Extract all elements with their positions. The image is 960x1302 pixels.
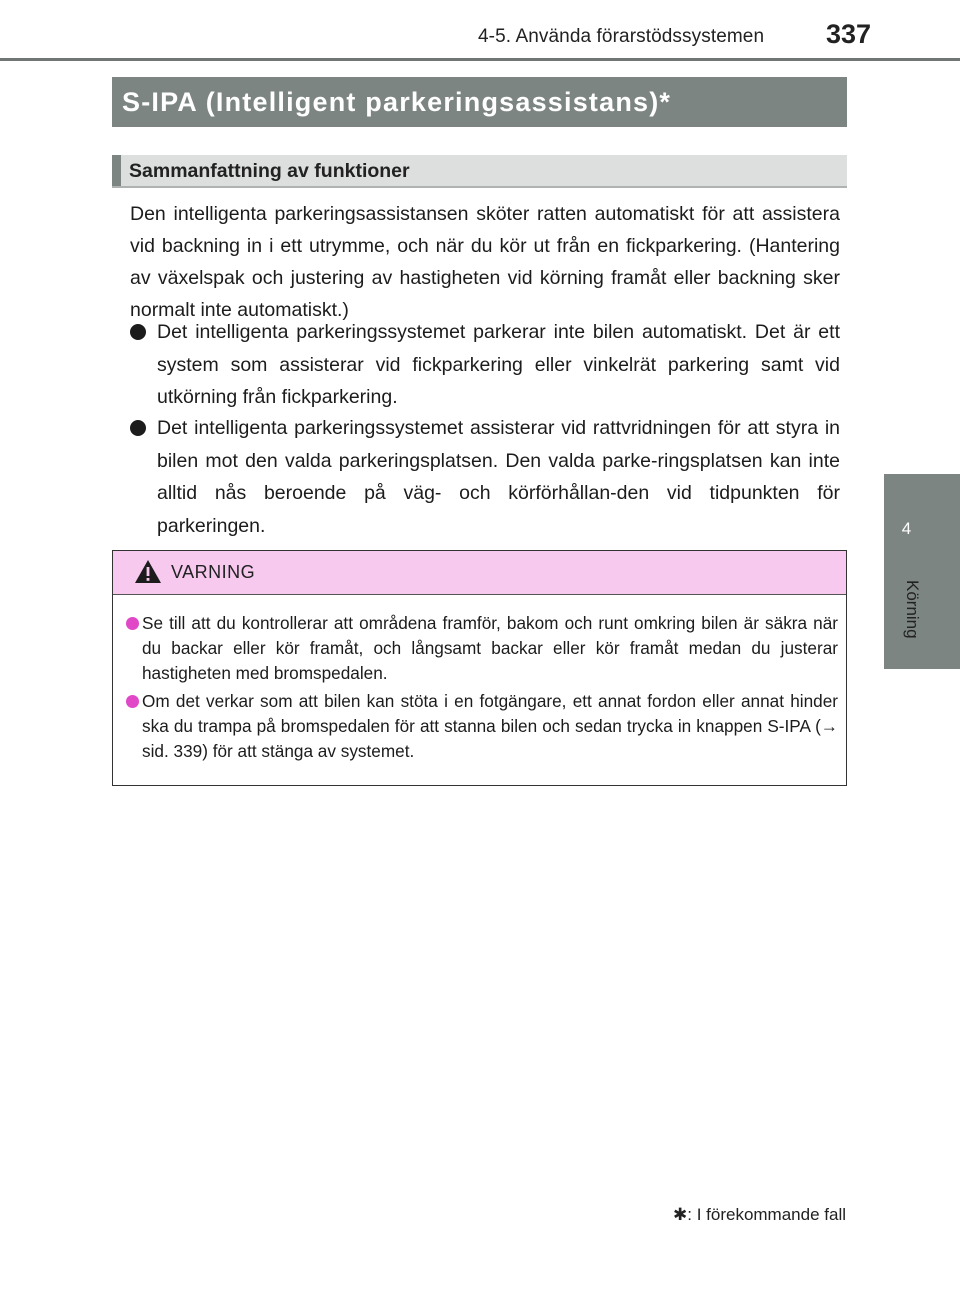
warning-label: VARNING (171, 562, 256, 582)
bullet-text: Det intelligenta parkeringssystemet assisterar vid rattvridningen för att styra in bilen mot den valda parkeringsplatsen. Den valda parke-ringsplatsen kan inte alltid nås beroende på väg- och körförhållan-den vid tidpunkten för parkeringen. (157, 417, 840, 537)
bullet-text: Det intelligenta parkeringssystemet parkerar inte bilen automatiskt. Det är ett system som assisterar vid fickparkering eller vinkelrät parkering samt vid utkörning från fickparkering. (157, 321, 840, 408)
warning-item (126, 611, 838, 686)
section-title: S-IPA (Intelligent parkeringsassistans)* (112, 77, 847, 127)
bullet-icon (130, 420, 146, 436)
warning-box (112, 550, 847, 786)
warning-item (126, 689, 838, 764)
chapter-number: 4 (901, 519, 912, 538)
subsection-title: Sammanfattning av funktioner (129, 160, 410, 182)
page-number: 337 (826, 19, 872, 49)
warning-text: Om det verkar som att bilen kan stöta i en fotgängare, ett annat fordon eller annat hinder ska du trampa på bromspedalen för att stanna bilen och sedan trycka in knappen S-IPA (→ sid. 339) för att stänga av systemet. (142, 691, 838, 761)
warning-header (113, 551, 846, 595)
warning-text: Se till att du kontrollerar att områdena framför, bakom och runt omkring bilen är säkra när du backar eller kör framåt, och långsamt backar eller kör framåt medan du justerar hastigheten med bromspedalen. (142, 613, 838, 683)
intro-paragraph: Den intelligenta parkeringsassistansen sköter ratten automatiskt för att assistera vid backning in i ett utrymme, och när du kör ut från en fickparkering. (Hantering av växelspak och justering av hastigheten vid körning framåt eller backning sker normalt inte automatiskt.) (130, 203, 840, 321)
subsection-bar (112, 155, 847, 188)
bullet-item (130, 412, 840, 542)
warning-bullet-icon (126, 695, 139, 708)
subsection-accent (112, 155, 121, 186)
header-section-title: 4-5. Använda förarstödssystemen (478, 26, 765, 47)
header-divider (0, 58, 960, 61)
warning-triangle-icon (134, 559, 162, 584)
bullet-item (130, 316, 840, 414)
warning-bullet-icon (126, 617, 139, 630)
footnote: ✱: I förekommande fall (673, 1205, 846, 1224)
chapter-label: Körning (903, 580, 922, 639)
bullet-icon (130, 324, 146, 340)
